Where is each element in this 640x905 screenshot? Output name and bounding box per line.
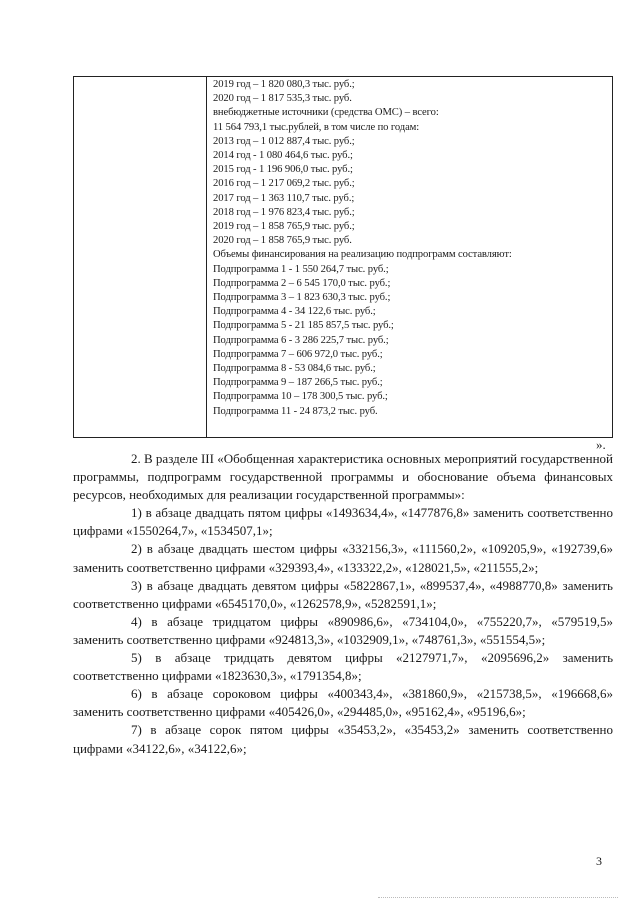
table-line: 2017 год – 1 363 110,7 тыс. руб.; [213,192,355,204]
paragraph-item-2: 2) в абзаце двадцать шестом цифры «332156,3», «111560,2», «109205,9», «192739,6» заменить соответственно цифрами «329393,4», «133322,2», «128021,5», «211555,2»; [73,541,613,575]
paragraph-item-7: 7) в абзаце сорок пятом цифры «35453,2», «35453,2» заменить соответственно цифрами «34122,6», «34122,6»; [73,722,613,756]
paragraph-item-1: 1) в абзаце двадцать пятом цифры «1493634,4», «1477876,8» заменить соответственно цифрами «1550264,7», «1534507,1»; [73,505,613,539]
closing-quote: ». [596,437,606,452]
table-line: 2018 год – 1 976 823,4 тыс. руб.; [213,206,355,218]
page-number: 3 [596,854,602,868]
table-line: Подпрограмма 8 - 53 084,6 тыс. руб.; [213,363,376,375]
table-line: Подпрограмма 4 - 34 122,6 тыс. руб.; [213,306,376,318]
scan-artifact [378,897,618,899]
table-line: Подпрограмма 2 – 6 545 170,0 тыс. руб.; [213,277,391,289]
table-line: Подпрограмма 5 - 21 185 857,5 тыс. руб.; [213,320,394,332]
paragraph-item-5: 5) в абзаце тридцать девятом цифры «2127971,7», «2095696,2» заменить соответственно цифрами «1823630,3», «1791354,8»; [73,650,613,684]
table-line: 2020 год – 1 817 535,3 тыс. руб. [213,93,352,105]
table-line: Подпрограмма 3 – 1 823 630,3 тыс. руб.; [213,292,391,304]
paragraph-item-3: 3) в абзаце двадцать девятом цифры «5822867,1», «899537,4», «4988770,8» заменить соответственно цифрами «6545170,0», «1262578,9», «5282591,1»; [73,577,613,611]
table-line: внебюджетные источники (средства ОМС) – всего: [213,107,439,119]
table-line: 2014 год - 1 080 464,6 тыс. руб.; [213,150,353,162]
paragraph-section-3-intro: 2. В разделе III «Обобщенная характеристика основных мероприятий государственной программы, подпрограмм государственной программы и обоснование объема финансовых ресурсов, необходимых для реализации государственной программы»: [73,451,614,503]
table-line: 2020 год – 1 858 765,9 тыс. руб. [213,235,352,247]
table-line: Подпрограмма 1 - 1 550 264,7 тыс. руб.; [213,263,389,275]
table-line: Подпрограмма 9 – 187 266,5 тыс. руб.; [213,377,383,389]
table-line: Объемы финансирования на реализацию подпрограмм составляют: [213,249,512,261]
table-line: 11 564 793,1 тыс.рублей, в том числе по годам: [213,121,420,133]
amendment-text [73,450,613,758]
table-line: Подпрограмма 11 - 24 873,2 тыс. руб. [213,405,378,417]
financing-table-cell [213,78,609,419]
table-line: 2015 год - 1 196 906,0 тыс. руб.; [213,164,353,176]
table-line: 2013 год – 1 012 887,4 тыс. руб.; [213,135,355,147]
paragraph-item-6: 6) в абзаце сороковом цифры «400343,4», «381860,9», «215738,5», «196668,6» заменить соответственно цифрами «405426,0», «294485,0», «95162,4», «95196,6»; [73,686,613,720]
table-line: 2019 год – 1 858 765,9 тыс. руб.; [213,221,355,233]
table-line: Подпрограмма 6 - 3 286 225,7 тыс. руб.; [213,334,389,346]
table-line: Подпрограмма 10 – 178 300,5 тыс. руб.; [213,391,388,403]
paragraph-item-4: 4) в абзаце тридцатом цифры «890986,6», «734104,0», «755220,7», «579519,5» заменить соответственно цифрами «924813,3», «1032909,1», «748761,3», «551554,5»; [73,613,613,647]
table-line: Подпрограмма 7 – 606 972,0 тыс. руб.; [213,348,383,360]
table-column-divider [206,76,207,438]
table-line: 2016 год – 1 217 069,2 тыс. руб.; [213,178,355,190]
table-line: 2019 год – 1 820 080,3 тыс. руб.; [213,79,355,90]
